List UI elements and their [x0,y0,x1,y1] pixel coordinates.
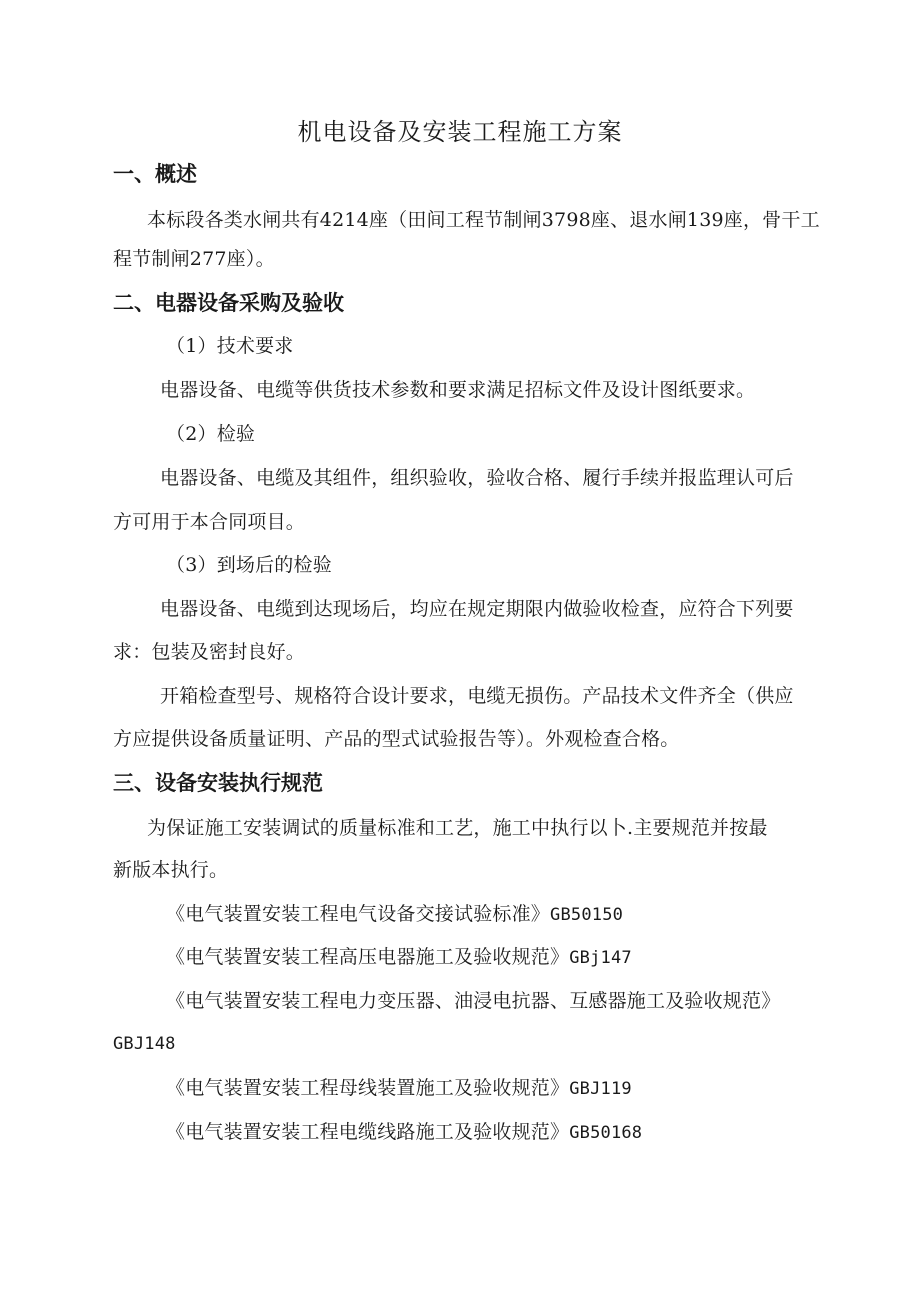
paragraph-line: 程节制闸277座）。 [113,248,275,270]
standard-code: GBJ119 [569,1079,632,1099]
document-title: 机电设备及安装工程施工方案 [297,118,623,146]
paragraph-line: 电器设备、电缆到达现场后，均应在规定期限内做验收检查，应符合下列要 [160,598,794,620]
standard-code: GB50150 [550,905,624,925]
standard-code: GBj147 [569,948,632,968]
paragraph-line: 开箱检查型号、规格符合设计要求，电缆无损伤。产品技术文件齐全（供应 [160,685,794,707]
standard-code: GB50168 [569,1123,643,1143]
standard-item [166,902,623,927]
subheading-technical-requirements: （1）技术要求 [166,335,294,357]
standard-name: 《电气装置安装工程高压电器施工及验收规范》 [166,946,570,968]
paragraph-line: 本标段各类水闸共有4214座（田间工程节制闸3798座、退水闸139座，骨干工 [147,209,820,231]
paragraph-line: 新版本执行。 [113,859,229,881]
standard-item [166,1120,642,1145]
section-heading-procurement: 二、电器设备采购及验收 [113,291,344,315]
subheading-onsite-inspection: （3）到场后的检验 [166,554,332,576]
paragraph-line: 电器设备、电缆及其组件，组织验收，验收合格、履行手续并报监理认可后 [160,467,794,489]
standard-item [166,1076,632,1101]
paragraph-line: 为保证施工安装调试的质量标准和工艺，施工中执行以卜.主要规范并按最 [147,817,768,839]
subheading-inspection: （2）检验 [166,423,256,445]
paragraph-line: 方可用于本合同项目。 [113,511,306,533]
standard-code: GBJ148 [113,1034,176,1054]
standard-name: 《电气装置安装工程电力变压器、油浸电抗器、互感器施工及验收规范》 [166,990,781,1012]
section-heading-standards: 三、设备安装执行规范 [113,771,323,795]
paragraph-line: 求：包装及密封良好。 [113,641,306,663]
section-heading-overview: 一、概述 [113,162,197,186]
paragraph-line: 方应提供设备质量证明、产品的型式试验报告等）。外观检查合格。 [113,728,680,750]
standard-item [166,945,632,970]
standard-name: 《电气装置安装工程母线装置施工及验收规范》 [166,1077,570,1099]
standard-name: 《电气装置安装工程电气设备交接试验标准》 [166,903,551,925]
standard-item [166,989,780,1013]
standard-name: 《电气装置安装工程电缆线路施工及验收规范》 [166,1121,570,1143]
paragraph-line: 电器设备、电缆等供货技术参数和要求满足招标文件及设计图纸要求。 [160,379,756,401]
